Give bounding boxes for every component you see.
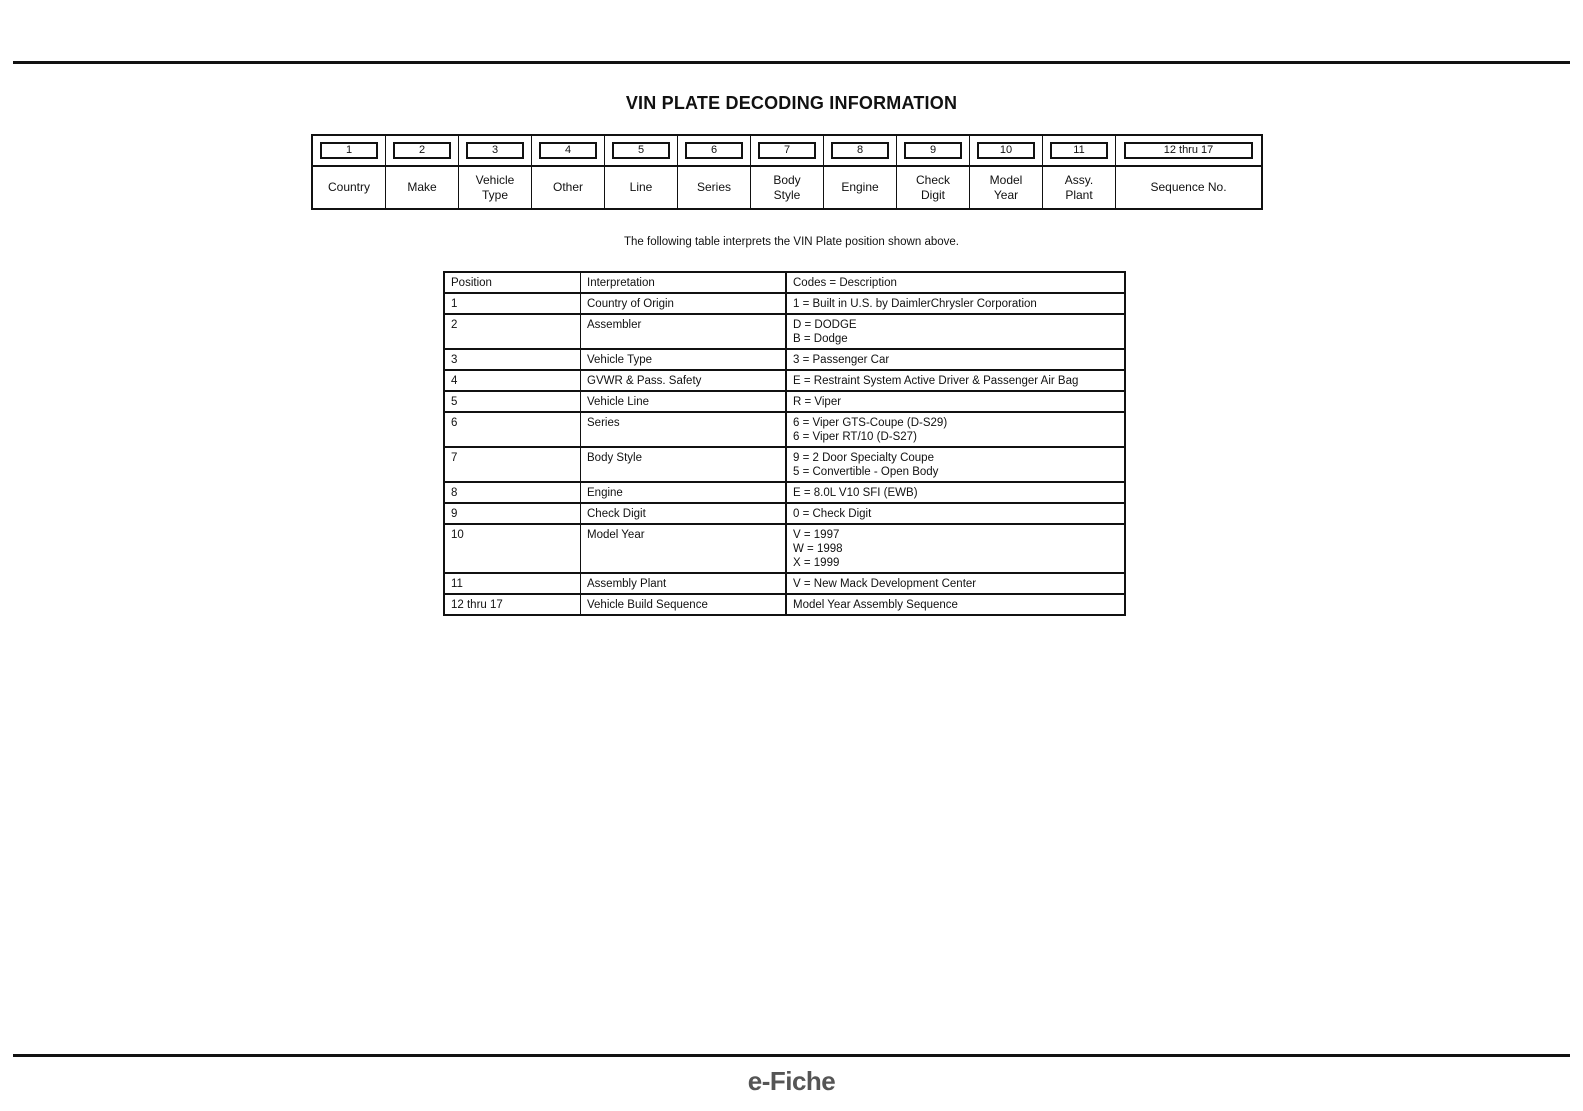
vin-position-number: 8: [831, 142, 889, 159]
vin-position-number: 6: [685, 142, 743, 159]
table-cell: 0 = Check Digit: [786, 503, 1125, 524]
vin-position-number: 9: [904, 142, 962, 159]
vin-position-number: 12 thru 17: [1124, 142, 1253, 159]
table-cell: 5: [444, 391, 581, 412]
table-cell: E = 8.0L V10 SFI (EWB): [786, 482, 1125, 503]
vin-position-number: 3: [466, 142, 524, 159]
table-cell: Assembly Plant: [581, 573, 787, 594]
vin-position-number: 5: [612, 142, 670, 159]
vin-position-column: [1116, 136, 1261, 208]
table-row: [444, 391, 1125, 412]
top-rule: [13, 61, 1570, 64]
vin-position-number: 1: [320, 142, 378, 159]
table-row: [444, 524, 1125, 573]
vin-position-label: Model Year: [989, 172, 1023, 202]
page-title: VIN PLATE DECODING INFORMATION: [625, 93, 958, 113]
table-cell: 6: [444, 412, 581, 447]
table-row: [444, 573, 1125, 594]
vin-position-label: Make: [407, 180, 437, 194]
table-row: [444, 349, 1125, 370]
vin-position-label: Country: [327, 180, 371, 194]
table-cell: GVWR & Pass. Safety: [581, 370, 787, 391]
vin-position-column: [605, 136, 678, 208]
table-row: [444, 314, 1125, 349]
table-cell: Series: [581, 412, 787, 447]
vin-position-label: Check Digit: [915, 172, 950, 202]
table-row: [444, 447, 1125, 482]
table-cell: V = New Mack Development Center: [786, 573, 1125, 594]
vin-position-number: 11: [1050, 142, 1108, 159]
vin-decoding-table: [443, 271, 1126, 616]
table-cell: Check Digit: [581, 503, 787, 524]
vin-position-column: [824, 136, 897, 208]
table-cell: R = Viper: [786, 391, 1125, 412]
vin-position-strip: [311, 134, 1263, 210]
table-cell: 3 = Passenger Car: [786, 349, 1125, 370]
table-cell: E = Restraint System Active Driver & Passenger Air Bag: [786, 370, 1125, 391]
table-row: [444, 412, 1125, 447]
table-cell: 3: [444, 349, 581, 370]
table-cell: 7: [444, 447, 581, 482]
table-header-cell: Interpretation: [581, 272, 787, 293]
table-cell: 10: [444, 524, 581, 573]
vin-position-column: [459, 136, 532, 208]
table-row: [444, 503, 1125, 524]
vin-position-number: 2: [393, 142, 451, 159]
vin-position-label: Assy. Plant: [1064, 172, 1094, 202]
vin-position-number: 4: [539, 142, 597, 159]
vin-position-label: Line: [629, 180, 653, 194]
table-row: [444, 370, 1125, 391]
table-cell: V = 1997 W = 1998 X = 1999: [786, 524, 1125, 573]
table-cell: 1: [444, 293, 581, 314]
vin-position-label: Body Style: [773, 172, 801, 202]
table-cell: Engine: [581, 482, 787, 503]
vin-position-column: [313, 136, 386, 208]
vin-position-number: 10: [977, 142, 1035, 159]
vin-position-column: [678, 136, 751, 208]
table-caption: The following table interprets the VIN Plate position shown above.: [624, 236, 959, 248]
table-cell: Vehicle Line: [581, 391, 787, 412]
table-cell: Country of Origin: [581, 293, 787, 314]
table-row: [444, 293, 1125, 314]
table-cell: D = DODGE B = Dodge: [786, 314, 1125, 349]
bottom-rule: [13, 1054, 1570, 1057]
efiche-logo: e-Fiche: [747, 1066, 836, 1096]
table-header-cell: Position: [444, 272, 581, 293]
table-row: [444, 482, 1125, 503]
vin-position-column: [970, 136, 1043, 208]
vin-position-number: 7: [758, 142, 816, 159]
vin-position-column: [386, 136, 459, 208]
table-cell: Vehicle Build Sequence: [581, 594, 787, 615]
vin-position-label: Other: [552, 180, 583, 194]
vin-position-label: Engine: [841, 180, 879, 194]
table-cell: Assembler: [581, 314, 787, 349]
vin-position-label: Series: [696, 180, 731, 194]
table-cell: 8: [444, 482, 581, 503]
vin-position-label: Sequence No.: [1150, 180, 1227, 194]
table-cell: 9: [444, 503, 581, 524]
vin-position-label: Vehicle Type: [475, 172, 515, 202]
vin-position-column: [1043, 136, 1116, 208]
table-cell: 1 = Built in U.S. by DaimlerChrysler Corporation: [786, 293, 1125, 314]
table-cell: 9 = 2 Door Specialty Coupe 5 = Convertible - Open Body: [786, 447, 1125, 482]
vin-position-column: [751, 136, 824, 208]
table-header-row: [444, 272, 1125, 293]
table-cell: 4: [444, 370, 581, 391]
table-cell: Vehicle Type: [581, 349, 787, 370]
table-cell: Body Style: [581, 447, 787, 482]
table-header-cell: Codes = Description: [786, 272, 1125, 293]
vin-position-column: [532, 136, 605, 208]
table-cell: 12 thru 17: [444, 594, 581, 615]
table-cell: 6 = Viper GTS-Coupe (D-S29) 6 = Viper RT/10 (D-S27): [786, 412, 1125, 447]
table-cell: Model Year: [581, 524, 787, 573]
vin-position-column: [897, 136, 970, 208]
table-cell: 11: [444, 573, 581, 594]
table-cell: 2: [444, 314, 581, 349]
table-row: [444, 594, 1125, 615]
table-cell: Model Year Assembly Sequence: [786, 594, 1125, 615]
